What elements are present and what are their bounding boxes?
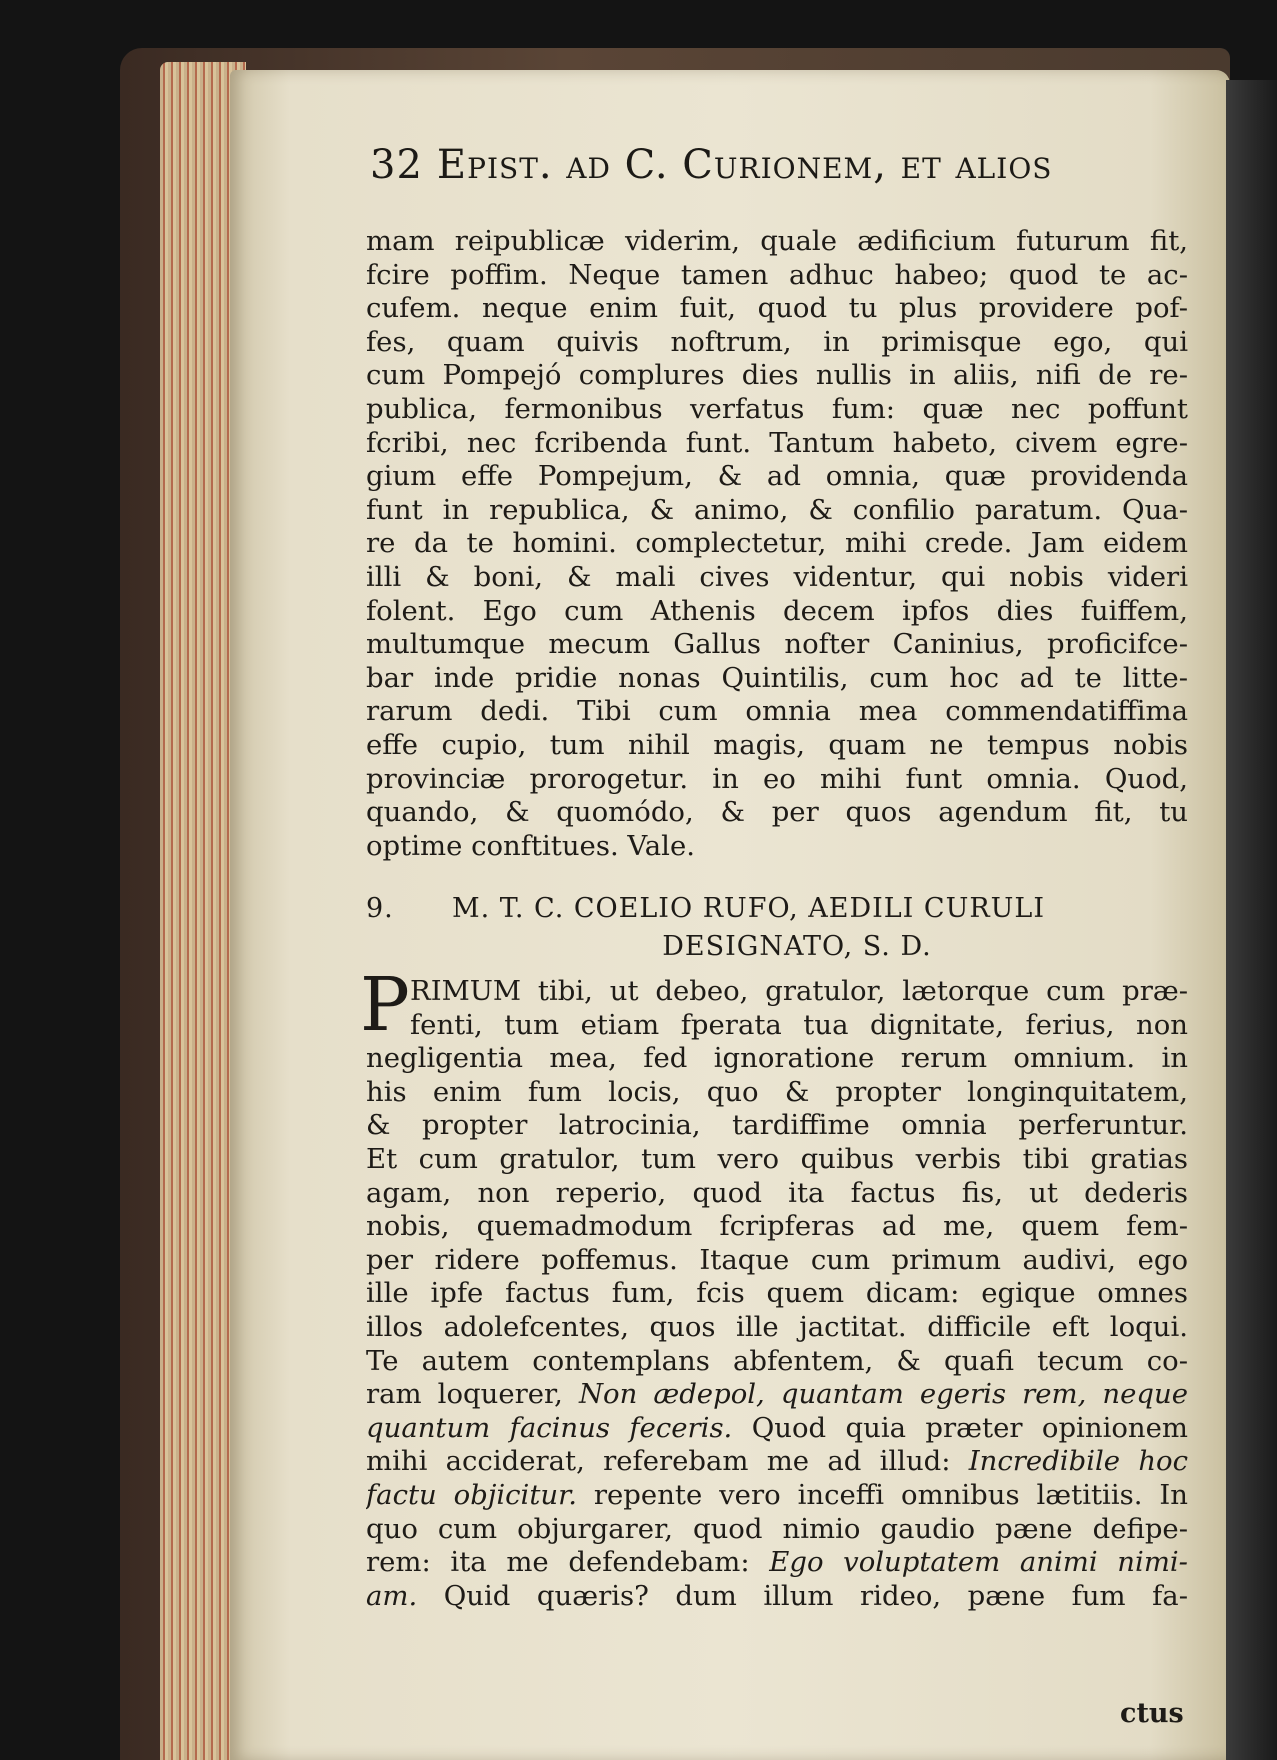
text-line: bar inde pridie nonas Quintilis, cum hoc ad te litte- (366, 661, 1188, 694)
text-line: cufem. neque enim fuit, quod tu plus providere pof- (366, 292, 1188, 325)
running-title: Epist. ad C. Curionem, et alios (436, 142, 1053, 188)
letter-text (366, 975, 1188, 1613)
italic-quote: Incredibile hoc (968, 1445, 1188, 1478)
text-span: mihi acciderat, referebam me ad illud: (366, 1445, 969, 1478)
italic-quote: am. (366, 1579, 418, 1612)
text-line (366, 1378, 1188, 1412)
text-line: provinciæ prorogetur. in eo mihi funt omnia. Quod, (366, 762, 1188, 795)
drop-cap: P (360, 962, 410, 1048)
text-line: folent. Ego cum Athenis decem ipfos dies fuiffem, (366, 594, 1188, 627)
text-line: fenti, tum etiam fperata tua dignitate, ferius, non (410, 1008, 1188, 1041)
text-line: illos adolefcentes, quos ille jactitat. difficile eft loqui. (366, 1310, 1188, 1343)
text-line: his enim fum locis, quo & propter longinquitatem, (366, 1075, 1188, 1108)
text-line: RIMUM tibi, ut debeo, gratulor, lætorque cum præ- (410, 975, 1188, 1007)
text-line: cum Pompejó complures dies nullis in aliis, nifi de re- (366, 359, 1188, 392)
catchword: ctus (1120, 1698, 1184, 1729)
text-line: mam reipublicæ viderim, quale ædificium futurum fit, (366, 225, 1188, 257)
text-line: per ridere poffemus. Itaque cum primum audivi, ego (366, 1243, 1188, 1276)
text-line: negligentia mea, fed ignoratione rerum omnium. in (366, 1042, 1188, 1075)
text-line: publica, fermonibus verfatus fum: quæ nec poffunt (366, 392, 1188, 425)
running-head (370, 142, 1130, 188)
text-line: Te autem contemplans abfentem, & quafi tecum co- (366, 1344, 1188, 1377)
text-line: multumque mecum Gallus nofter Caninius, proficifce- (366, 628, 1188, 661)
text-line (366, 1580, 1188, 1614)
letter-heading (366, 890, 1188, 966)
italic-quote: factu objicitur. (366, 1478, 577, 1511)
text-line: fcire poffim. Neque tamen adhuc habeo; quod te ac- (366, 258, 1188, 291)
heading-line-2: DESIGNATO, S. D. (662, 931, 932, 962)
text-line: quo cum objurgarer, quod nimio gaudio pæne defipe- (366, 1512, 1188, 1545)
text-line: gium effe Pompejum, & ad omnia, quæ providenda (366, 460, 1188, 493)
text-line: quando, & quomódo, & per quos agendum fit, tu (366, 796, 1188, 829)
italic-quote: Ego voluptatem animi nimi- (769, 1546, 1188, 1579)
text-line: rarum dedi. Tibi cum omnia mea commendatiffima (366, 695, 1188, 728)
text-span: repente vero inceffi omnibus lætitiis. In (576, 1478, 1188, 1511)
heading-line-1: M. T. C. COELIO RUFO, AEDILI CURULI (452, 893, 1046, 924)
text-line: funt in republica, & animo, & confilio paratum. Qua- (366, 493, 1188, 526)
text-line (366, 1412, 1188, 1446)
text-line: fcribi, nec fcribenda funt. Tantum habeto, civem egre- (366, 426, 1188, 459)
text-line: ille ipfe factus fum, fcis quem dicam: egique omnes (366, 1277, 1188, 1310)
page-number: 32 (370, 142, 423, 188)
letter-number: 9. (366, 893, 394, 924)
text-span: Quid quæris? dum illum rideo, pæne fum fa- (417, 1579, 1188, 1612)
text-line: optime conftitues. Vale. (366, 829, 695, 862)
text-line: nobis, quemadmodum fcripferas ad me, quem fem- (366, 1210, 1188, 1243)
text-line: fes, quam quivis noftrum, in primisque ego, qui (366, 325, 1188, 358)
text-span: ram loquerer, (366, 1378, 579, 1411)
text-line: & propter latrocinia, tardiffime omnia perferuntur. (366, 1109, 1188, 1142)
text-line: Et cum gratulor, tum vero quibus verbis tibi gratias (366, 1142, 1188, 1175)
italic-quote: Non ædepol, quantam egeris rem, neque (578, 1378, 1188, 1411)
text-span: Quod quia præter opinionem (732, 1411, 1188, 1444)
text-line: agam, non reperio, quod ita factus fis, ut dederis (366, 1176, 1188, 1209)
text-line: effe cupio, tum nihil magis, quam ne tempus nobis (366, 728, 1188, 761)
text-line: illi & boni, & mali cives videntur, qui nobis videri (366, 560, 1188, 593)
text-line (366, 1445, 1188, 1479)
italic-quote: quantum facinus feceris. (366, 1411, 733, 1444)
text-line: re da te homini. complectetur, mihi crede. Jam eidem (366, 527, 1188, 560)
text-line (366, 1479, 1188, 1513)
background-strip (1226, 80, 1277, 1760)
text-line (366, 1546, 1188, 1580)
letter-text-continued (366, 225, 1188, 863)
text-span: rem: ita me defendebam: (366, 1546, 770, 1579)
